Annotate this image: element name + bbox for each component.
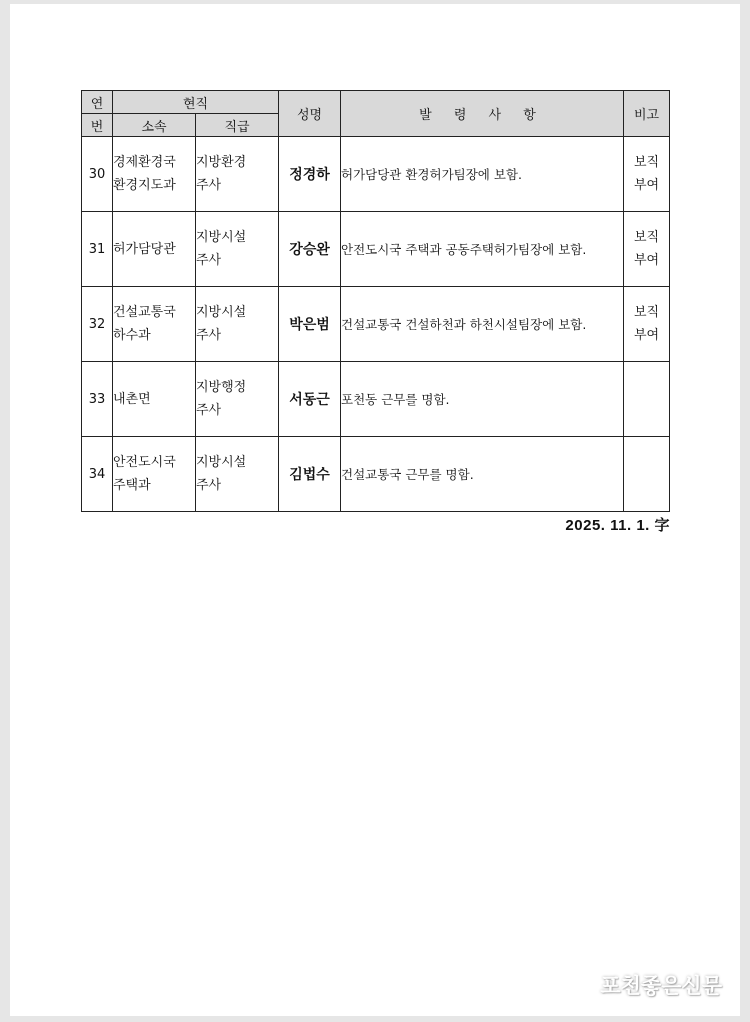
row-rank <box>196 137 279 212</box>
department-line: 내촌면 <box>113 391 151 407</box>
header-note: 비고 <box>624 91 670 137</box>
rank-line: 주사 <box>196 403 222 418</box>
row-number: 30 <box>82 137 113 212</box>
rank-line: 주사 <box>196 178 222 193</box>
note-line: 보직 <box>633 305 660 320</box>
rank-line: 주사 <box>196 253 222 268</box>
row-name: 서동근 <box>279 362 341 437</box>
table-row <box>82 437 670 512</box>
note-line: 보직 <box>633 155 660 170</box>
department-line: 허가담당관 <box>113 241 176 257</box>
rank-line: 지방행정 <box>196 380 247 395</box>
rank-line: 지방시설 <box>196 230 247 245</box>
department-line: 경제환경국 <box>113 155 176 170</box>
header-department: 소속 <box>113 114 196 137</box>
row-department <box>113 437 196 512</box>
watermark-logo: 포천좋은신문 <box>600 974 722 998</box>
note-line: 부여 <box>633 253 660 268</box>
row-order: 건설교통국 건설하천과 하천시설팀장에 보함. <box>341 287 624 362</box>
rank-line: 지방시설 <box>196 305 247 320</box>
header-order: 발 령 사 항 <box>341 91 624 137</box>
row-rank <box>196 437 279 512</box>
document-page <box>10 4 740 1016</box>
header-number-top: 연 <box>82 91 113 114</box>
row-name: 박은범 <box>279 287 341 362</box>
table-row <box>82 212 670 287</box>
table-body <box>82 137 670 512</box>
rank-line: 주사 <box>196 478 222 493</box>
row-name: 김법수 <box>279 437 341 512</box>
header-number-bottom: 번 <box>82 114 113 137</box>
department-line: 환경지도과 <box>113 178 176 193</box>
row-department <box>113 212 196 287</box>
row-department <box>113 287 196 362</box>
department-line: 하수과 <box>113 328 151 343</box>
row-number: 31 <box>82 212 113 287</box>
table-row <box>82 362 670 437</box>
row-order: 허가담당관 환경허가팀장에 보함. <box>341 137 624 212</box>
row-number: 33 <box>82 362 113 437</box>
header-current-position: 현직 <box>113 91 279 114</box>
note-line: 부여 <box>633 328 660 343</box>
row-number: 34 <box>82 437 113 512</box>
row-note <box>624 137 670 212</box>
row-rank <box>196 212 279 287</box>
order-date: 2025. 11. 1. 字 <box>565 517 670 534</box>
row-department <box>113 137 196 212</box>
rank-line: 주사 <box>196 328 222 343</box>
row-name: 정경하 <box>279 137 341 212</box>
department-line: 건설교통국 <box>113 305 176 320</box>
row-department <box>113 362 196 437</box>
row-note <box>624 212 670 287</box>
rank-line: 지방시설 <box>196 455 247 470</box>
row-order: 건설교통국 근무를 명함. <box>341 437 624 512</box>
row-order: 안전도시국 주택과 공동주택허가팀장에 보함. <box>341 212 624 287</box>
row-rank <box>196 362 279 437</box>
rank-line: 지방환경 <box>196 155 247 170</box>
table-row <box>82 287 670 362</box>
row-note <box>624 362 670 437</box>
row-order: 포천동 근무를 명함. <box>341 362 624 437</box>
row-note <box>624 287 670 362</box>
header-name: 성명 <box>279 91 341 137</box>
row-note <box>624 437 670 512</box>
table-row <box>82 137 670 212</box>
row-name: 강승완 <box>279 212 341 287</box>
header-rank: 직급 <box>196 114 279 137</box>
note-line: 보직 <box>633 230 660 245</box>
row-number: 32 <box>82 287 113 362</box>
row-rank <box>196 287 279 362</box>
note-line: 부여 <box>633 178 660 193</box>
department-line: 안전도시국 <box>113 455 176 470</box>
personnel-order-table <box>81 90 670 512</box>
department-line: 주택과 <box>113 478 151 493</box>
